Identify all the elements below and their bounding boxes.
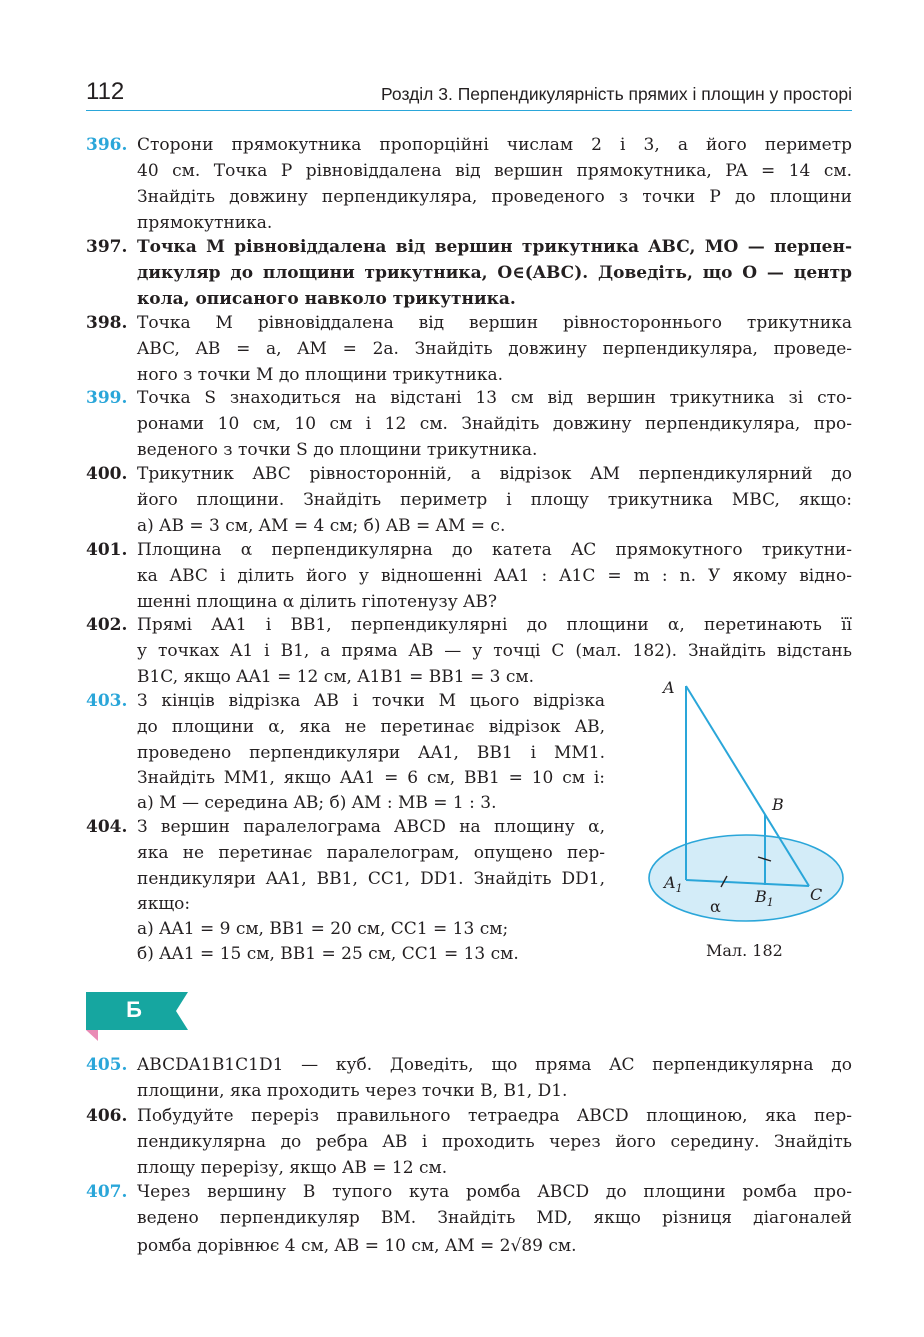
problem-text-line: ка ABC і ділить його у відношенні AA1 : A1C = m : n. У якому відно- <box>137 566 852 586</box>
problem-text-line: ронами 10 см, 10 см і 12 см. Знайдіть довжину перпендикуляра, про- <box>137 414 852 434</box>
problem-text-line: Знайдіть довжину перпендикуляра, проведеного з точки P до площини <box>137 187 852 207</box>
problem-text-line: B1C, якщо AA1 = 12 см, A1B1 = BB1 = 3 см. <box>137 667 534 687</box>
figure-caption: Мал. 182 <box>706 941 783 960</box>
page-header <box>86 78 852 111</box>
label-A: A <box>663 678 675 697</box>
problem-number: 400. <box>86 464 128 484</box>
label-A1: $A_1$ <box>664 873 683 895</box>
problem-text-line: прямокутника. <box>137 213 273 233</box>
problem-text-line: Точка S знаходиться на відстані 13 см від вершин трикутника зі сто- <box>137 388 852 408</box>
section-letter: Б <box>126 997 142 1022</box>
problem-text-line: дикуляр до площини трикутника, O∈(ABC). Доведіть, що O — центр <box>137 263 852 283</box>
problem-text-line: Сторони прямокутника пропорційні числам 2 і 3, а його периметр <box>137 135 852 155</box>
problem-text-line: кола, описаного навколо трикутника. <box>137 289 516 309</box>
problem-number: 403. <box>86 691 128 711</box>
problem-number: 402. <box>86 615 128 635</box>
problem-text-line: ного з точки M до площини трикутника. <box>137 365 503 385</box>
problem-text-line: З вершин паралелограма ABCD на площину α, <box>137 817 605 837</box>
problem-text-line: проведено перпендикуляри AA1, BB1 і MM1. <box>137 743 605 763</box>
problem-text-line: Точка M рівновіддалена від вершин рівностороннього трикутника <box>137 313 852 333</box>
problem-number: 401. <box>86 540 128 560</box>
problem-text-line: 40 см. Точка P рівновіддалена від вершин прямокутника, PA = 14 см. <box>137 161 852 181</box>
problem-text-line: а) AB = 3 см, AM = 4 см; б) AB = AM = c. <box>137 516 506 536</box>
page-number: 112 <box>86 78 125 105</box>
problem-text-line: у точках A1 і B1, а пряма AB — у точці C (мал. 182). Знайдіть відстань <box>137 641 852 661</box>
problem-number: 404. <box>86 817 128 837</box>
problem-number: 399. <box>86 388 128 408</box>
problem-text-line: веденого з точки S до площини трикутника. <box>137 440 538 460</box>
problem-text-line: а) M — середина AB; б) AM : MB = 1 : 3. <box>137 793 497 813</box>
problem-text-line: ромба дорівнює 4 см, AB = 10 см, AM = 2√89 см. <box>137 1236 577 1256</box>
problem-text-line: Трикутник ABC рівносторонній, а відрізок AM перпендикулярний до <box>137 464 852 484</box>
problem-text-line: ABCDA1B1C1D1 — куб. Доведіть, що пряма AC перпендикулярна до <box>137 1055 852 1075</box>
problem-number: 397. <box>86 237 128 257</box>
problem-text-line: яка не перетинає паралелограм, опущено пер- <box>137 843 605 863</box>
plane-alpha <box>649 835 843 921</box>
problem-text-line: пендикуляри AA1, BB1, CC1, DD1. Знайдіть DD1, <box>137 869 605 889</box>
label-C: C <box>810 885 823 904</box>
problem-text-line: З кінців відрізка AB і точки M цього відрізка <box>137 691 605 711</box>
problem-text-line: Через вершину B тупого кута ромба ABCD до площини ромба про- <box>137 1182 852 1202</box>
problem-text-line: до площини α, яка не перетинає відрізок AB, <box>137 717 605 737</box>
problem-text-line: б) AA1 = 15 см, BB1 = 25 см, CC1 = 13 см. <box>137 944 519 964</box>
problem-text-line: площу перерізу, якщо AB = 12 см. <box>137 1158 448 1178</box>
problem-text-line: ведено перпендикуляр BM. Знайдіть MD, якщо різниця діагоналей <box>137 1208 852 1228</box>
problem-number: 405. <box>86 1055 128 1075</box>
problem-number: 398. <box>86 313 128 333</box>
problem-text-line: ABC, AB = a, AM = 2a. Знайдіть довжину перпендикуляра, проведе- <box>137 339 852 359</box>
problem-text-line: його площини. Знайдіть периметр і площу трикутника MBC, якщо: <box>137 490 852 510</box>
problem-text-line: пендикулярна до ребра AB і проходить через його середину. Знайдіть <box>137 1132 852 1152</box>
problem-number: 406. <box>86 1106 128 1126</box>
running-title: Розділ 3. Перпендикулярність прямих і площин у просторі <box>381 84 852 104</box>
label-B: B <box>772 795 784 814</box>
problem-text-line: Знайдіть MM1, якщо AA1 = 6 см, BB1 = 10 см і: <box>137 768 605 788</box>
problem-text-line: шенні площина α ділить гіпотенузу AB? <box>137 592 497 612</box>
problem-text-line: Прямі AA1 і BB1, перпендикулярні до площини α, перетинають її <box>137 615 852 635</box>
problem-text-line: Площина α перпендикулярна до катета AC прямокутного трикутни- <box>137 540 852 560</box>
problem-number: 396. <box>86 135 128 155</box>
label-alpha: α <box>710 897 721 916</box>
figure-182 <box>640 668 852 923</box>
problem-text-line: площини, яка проходить через точки B, B1, D1. <box>137 1081 568 1101</box>
problem-text-line: а) AA1 = 9 см, BB1 = 20 см, CC1 = 13 см; <box>137 919 509 939</box>
problem-text-line: Точка M рівновіддалена від вершин трикутника ABC, MO — перпен- <box>137 237 852 257</box>
problem-text-line: Побудуйте переріз правильного тетраедра ABCD площиною, яка пер- <box>137 1106 852 1126</box>
problem-text-line: якщо: <box>137 894 191 914</box>
problem-number: 407. <box>86 1182 128 1202</box>
label-B1: $B_1$ <box>755 887 774 909</box>
